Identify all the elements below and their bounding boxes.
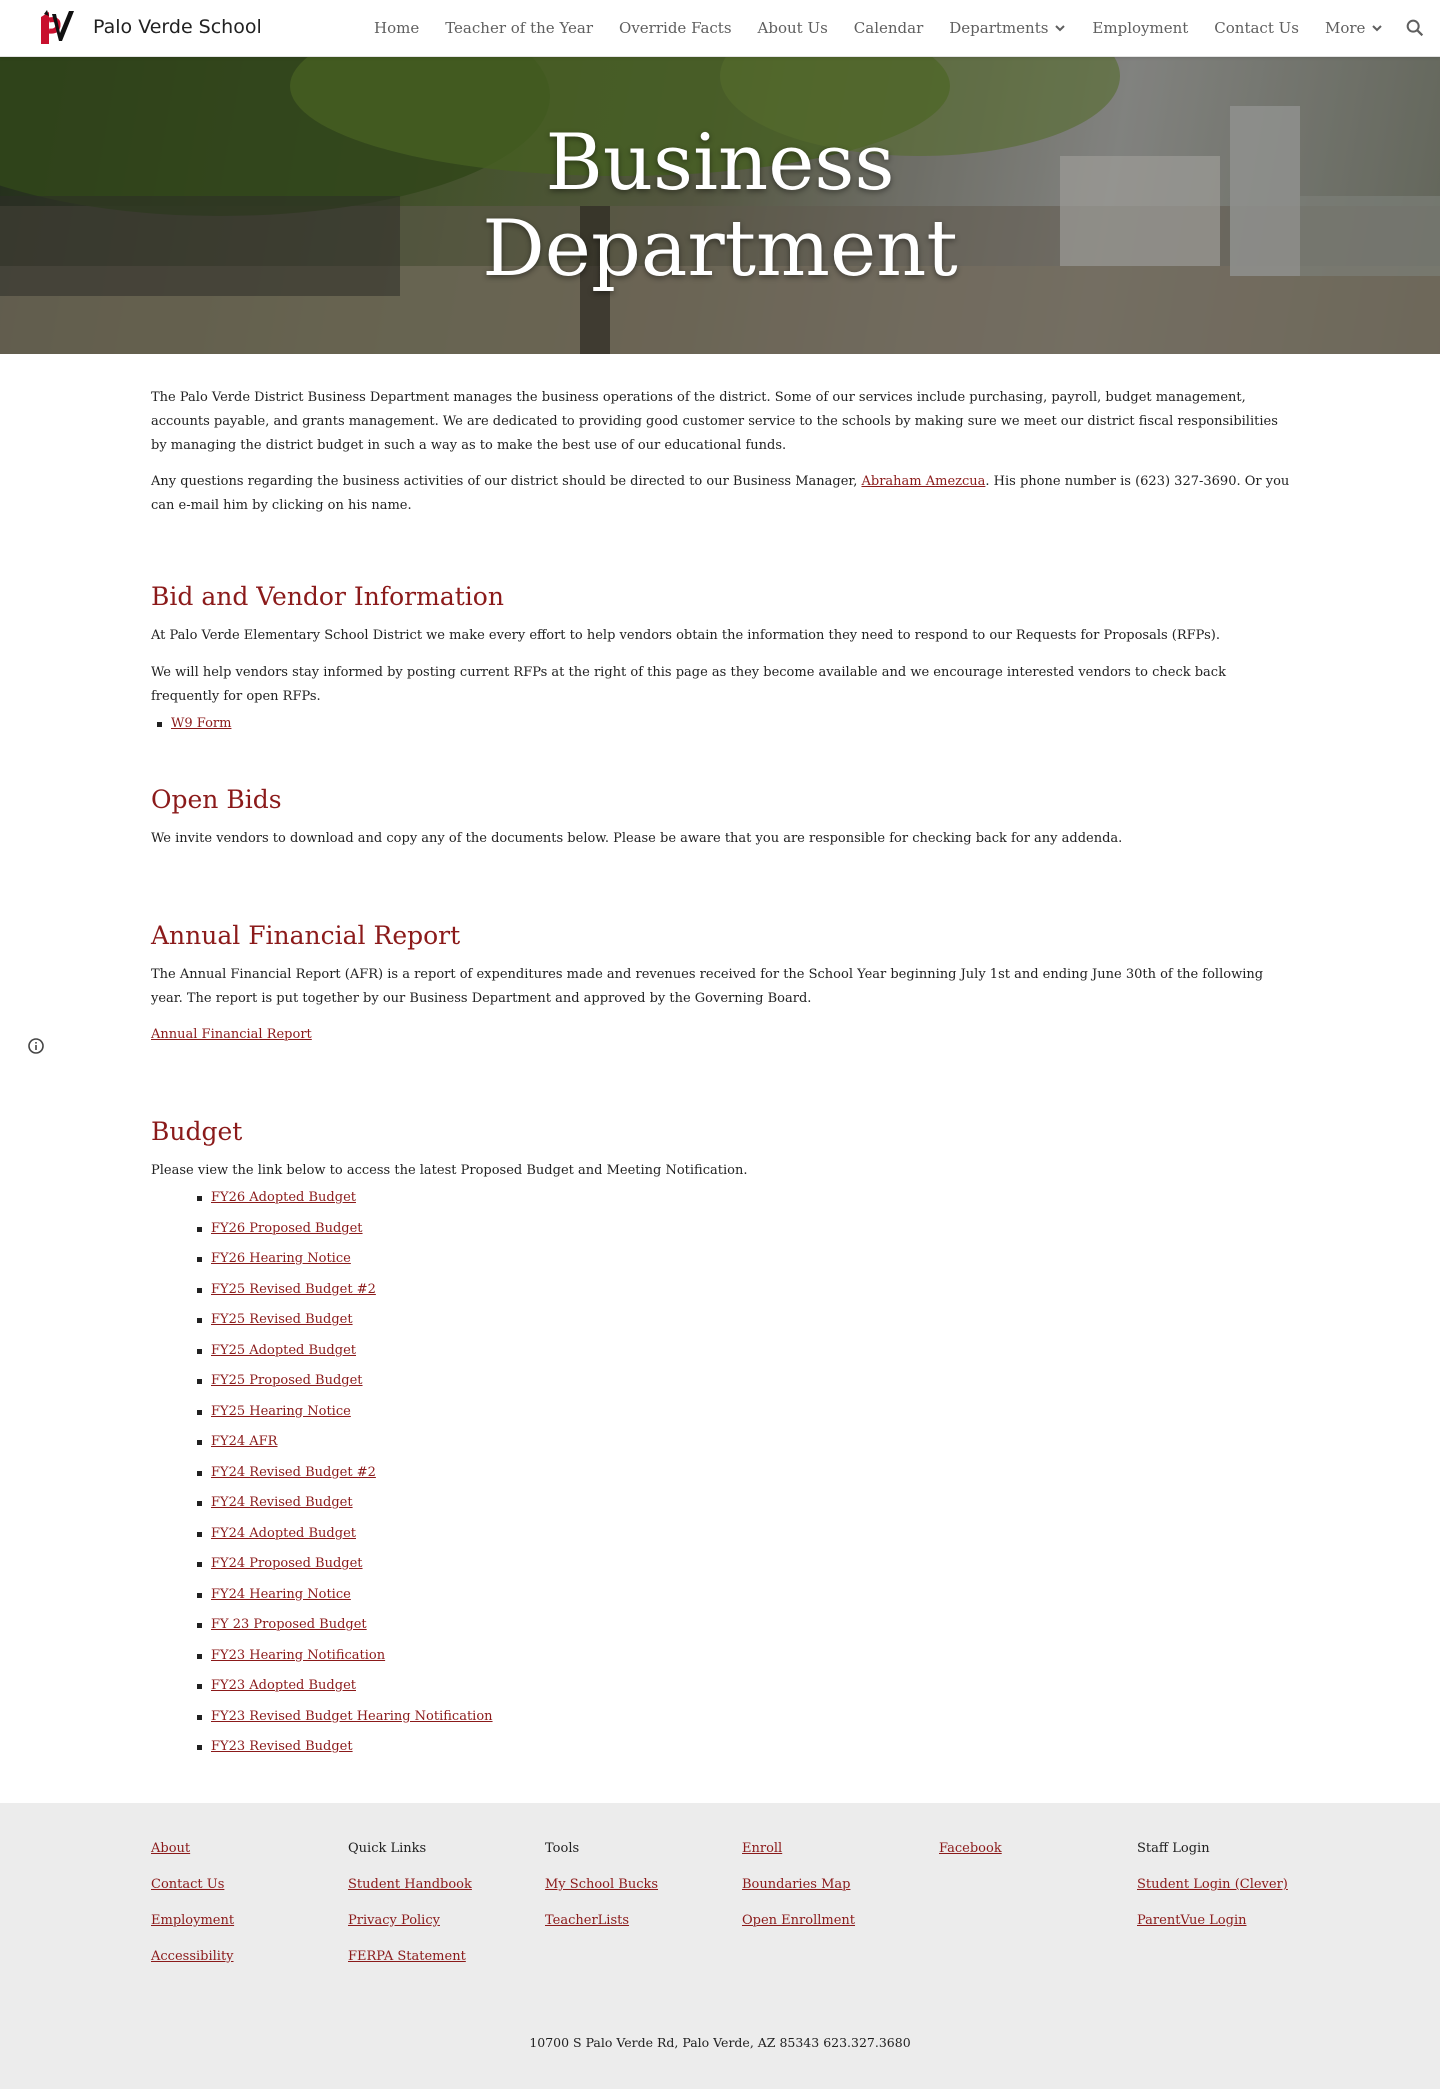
footer-heading-staff-login: Staff Login: [1137, 1841, 1210, 1856]
footer-link-contact-us[interactable]: Contact Us: [151, 1877, 225, 1892]
footer-link-enroll[interactable]: Enroll: [742, 1841, 783, 1856]
footer-column-tools: [545, 1831, 735, 1939]
nav-departments[interactable]: [949, 19, 1066, 37]
page-title-line-2: Department: [482, 204, 958, 294]
footer-link-student-handbook[interactable]: Student Handbook: [348, 1877, 472, 1892]
search-icon[interactable]: [1404, 17, 1426, 39]
nav-employment-label: Employment: [1092, 19, 1189, 37]
budget-link[interactable]: FY25 Proposed Budget: [211, 1373, 363, 1388]
budget-link[interactable]: FY24 Adopted Budget: [211, 1525, 356, 1541]
budget-link[interactable]: FY25 Adopted Budget: [211, 1342, 356, 1358]
budget-paragraph: Please view the link below to access the latest Proposed Budget and Meeting Notification.: [151, 1163, 748, 1178]
footer-heading-quick-links: Quick Links: [348, 1841, 427, 1856]
afr-link[interactable]: Annual Financial Report: [151, 1027, 312, 1042]
budget-links-list: [151, 1183, 1291, 1763]
nav-calendar[interactable]: [854, 19, 923, 37]
w9-form-link[interactable]: W9 Form: [171, 716, 232, 731]
budget-link[interactable]: FY23 Adopted Budget: [211, 1678, 356, 1693]
open-bids-heading: Open Bids: [151, 785, 282, 814]
list-item: [211, 1610, 1291, 1641]
budget-link[interactable]: FY24 Revised Budget: [211, 1495, 353, 1510]
nav-departments-label: Departments: [949, 19, 1049, 37]
list-item: [211, 1702, 1291, 1733]
footer-link-about[interactable]: About: [151, 1841, 191, 1856]
list-item: [211, 1366, 1291, 1397]
list-item: [211, 1519, 1291, 1550]
list-item: [211, 1488, 1291, 1519]
list-item: [211, 1580, 1291, 1611]
list-item: [211, 1549, 1291, 1580]
footer-link-facebook[interactable]: Facebook: [939, 1841, 1002, 1856]
list-item: [211, 1183, 1291, 1214]
budget-link[interactable]: FY26 Hearing Notice: [211, 1251, 351, 1266]
budget-link[interactable]: FY25 Revised Budget: [211, 1312, 353, 1327]
intro-section: [151, 386, 1291, 530]
nav-contact-us[interactable]: [1214, 19, 1299, 37]
contact-text-end: . His phone number is (623) 327-3690. Or you can e-mail him by clicking on his name.: [151, 474, 1290, 513]
list-item: [211, 1275, 1291, 1306]
budget-link[interactable]: FY24 Hearing Notice: [211, 1586, 351, 1602]
contact-text-start: Any questions regarding the business activities of our district should be directed to our Business Manager,: [151, 474, 862, 489]
nav-about-us[interactable]: [758, 19, 828, 37]
nav-teacher-of-the-year[interactable]: [445, 19, 593, 37]
contact-paragraph: [151, 470, 1291, 518]
footer-column-enroll: [742, 1831, 932, 1939]
footer-link-teacherlists[interactable]: TeacherLists: [545, 1913, 630, 1928]
list-item: [211, 1641, 1291, 1672]
footer-link-privacy-policy[interactable]: Privacy Policy: [348, 1913, 440, 1928]
main-navigation: [374, 0, 1409, 56]
nav-contact-us-label: Contact Us: [1214, 19, 1299, 37]
page-title: [0, 120, 1440, 292]
bid-vendor-section: [151, 580, 1291, 740]
footer-column-staff-login: [1137, 1831, 1327, 1939]
nav-override-facts-label: Override Facts: [619, 19, 732, 37]
info-icon[interactable]: [26, 1036, 46, 1056]
bid-paragraph-1: At Palo Verde Elementary School District we make every effort to help vendors obtain the information they need to respond to our Requests for Proposals (RFPs).: [151, 628, 1220, 643]
nav-calendar-label: Calendar: [853, 19, 924, 37]
footer-address: 10700 S Palo Verde Rd, Palo Verde, AZ 85343 623.327.3680: [529, 2035, 911, 2050]
budget-link[interactable]: FY25 Hearing Notice: [211, 1403, 351, 1419]
page-title-line-1: Business: [545, 118, 895, 208]
afr-link-paragraph: [151, 1023, 1291, 1047]
intro-paragraph: The Palo Verde District Business Department manages the business operations of the district. Some of our services include purchasing, payroll, budget management, accounts payable, and grants management. We are dedicated to providing good customer service to the schools by making sure we meet our district fiscal responsibilities by managing the district budget in such a way as to make the best use of our educational funds.: [151, 390, 1278, 453]
budget-link[interactable]: FY24 Revised Budget #2: [211, 1464, 376, 1480]
footer-heading-tools: Tools: [545, 1841, 580, 1856]
budget-link[interactable]: FY23 Hearing Notification: [211, 1647, 386, 1663]
budget-link[interactable]: FY 23 Proposed Budget: [211, 1617, 367, 1632]
list-item: [211, 1732, 1291, 1763]
footer-link-parentvue-login[interactable]: ParentVue Login: [1137, 1913, 1247, 1928]
budget-link[interactable]: FY23 Revised Budget: [211, 1739, 353, 1754]
chevron-down-icon[interactable]: [1054, 22, 1066, 34]
nav-home[interactable]: [374, 19, 419, 37]
hero-banner: [0, 56, 1440, 354]
list-item: [211, 1214, 1291, 1245]
site-footer: [0, 1803, 1440, 2089]
list-item: [211, 1427, 1291, 1458]
list-item: [211, 1458, 1291, 1489]
vendor-links-list: [151, 709, 1291, 740]
footer-link-boundaries-map[interactable]: Boundaries Map: [742, 1877, 851, 1892]
nav-override-facts[interactable]: [619, 19, 732, 37]
list-item: [211, 1244, 1291, 1275]
footer-link-my-school-bucks[interactable]: My School Bucks: [545, 1877, 659, 1892]
budget-link[interactable]: FY26 Adopted Budget: [211, 1190, 356, 1205]
bid-vendor-heading: Bid and Vendor Information: [151, 582, 504, 611]
chevron-down-icon[interactable]: [1371, 22, 1383, 34]
afr-paragraph: The Annual Financial Report (AFR) is a report of expenditures made and revenues received for the School Year beginning July 1st and ending June 30th of the following year. The report is put together by our Business Department and approved by the Governing Board.: [151, 967, 1264, 1006]
bid-paragraph-2: We will help vendors stay informed by posting current RFPs at the right of this page as they become available and we encourage interested vendors to check back frequently for open RFPs.: [151, 665, 1226, 704]
budget-section: [151, 1115, 1291, 1763]
footer-column-social: [939, 1831, 1129, 1867]
annual-financial-report-section: [151, 919, 1291, 1059]
footer-link-accessibility[interactable]: Accessibility: [151, 1949, 234, 1964]
budget-link[interactable]: FY23 Revised Budget Hearing Notification: [211, 1708, 493, 1724]
nav-home-label: Home: [374, 19, 420, 37]
budget-link[interactable]: FY24 AFR: [211, 1434, 278, 1449]
list-item: [211, 1305, 1291, 1336]
nav-more-label: More: [1324, 19, 1366, 37]
nav-about-us-label: About Us: [757, 19, 828, 37]
footer-link-student-login-clever[interactable]: Student Login (Clever): [1137, 1877, 1288, 1892]
list-item: [211, 1336, 1291, 1367]
nav-more[interactable]: [1325, 19, 1383, 37]
list-item: [171, 709, 1291, 740]
list-item: [211, 1397, 1291, 1428]
palo-verde-logo-icon[interactable]: [38, 8, 78, 48]
business-manager-link[interactable]: Abraham Amezcua: [861, 474, 986, 489]
footer-column-about: [151, 1831, 341, 1975]
top-navigation-bar: [0, 0, 1440, 57]
nav-employment[interactable]: [1092, 19, 1188, 37]
footer-link-employment[interactable]: Employment: [151, 1913, 235, 1928]
afr-heading: Annual Financial Report: [151, 921, 461, 950]
budget-heading: Budget: [151, 1117, 243, 1146]
footer-link-ferpa-statement[interactable]: FERPA Statement: [348, 1949, 466, 1964]
footer-column-quick-links: [348, 1831, 538, 1975]
open-bids-paragraph: We invite vendors to download and copy any of the documents below. Please be aware that you are responsible for checking back for any addenda.: [151, 831, 1123, 846]
nav-teacher-of-the-year-label: Teacher of the Year: [445, 19, 594, 37]
open-bids-section: [151, 783, 1291, 863]
budget-link[interactable]: FY25 Revised Budget #2: [211, 1281, 376, 1297]
list-item: [211, 1671, 1291, 1702]
budget-link[interactable]: FY26 Proposed Budget: [211, 1220, 363, 1236]
footer-link-open-enrollment[interactable]: Open Enrollment: [742, 1913, 856, 1928]
budget-link[interactable]: FY24 Proposed Budget: [211, 1556, 363, 1571]
site-name[interactable]: Palo Verde School: [93, 16, 262, 38]
